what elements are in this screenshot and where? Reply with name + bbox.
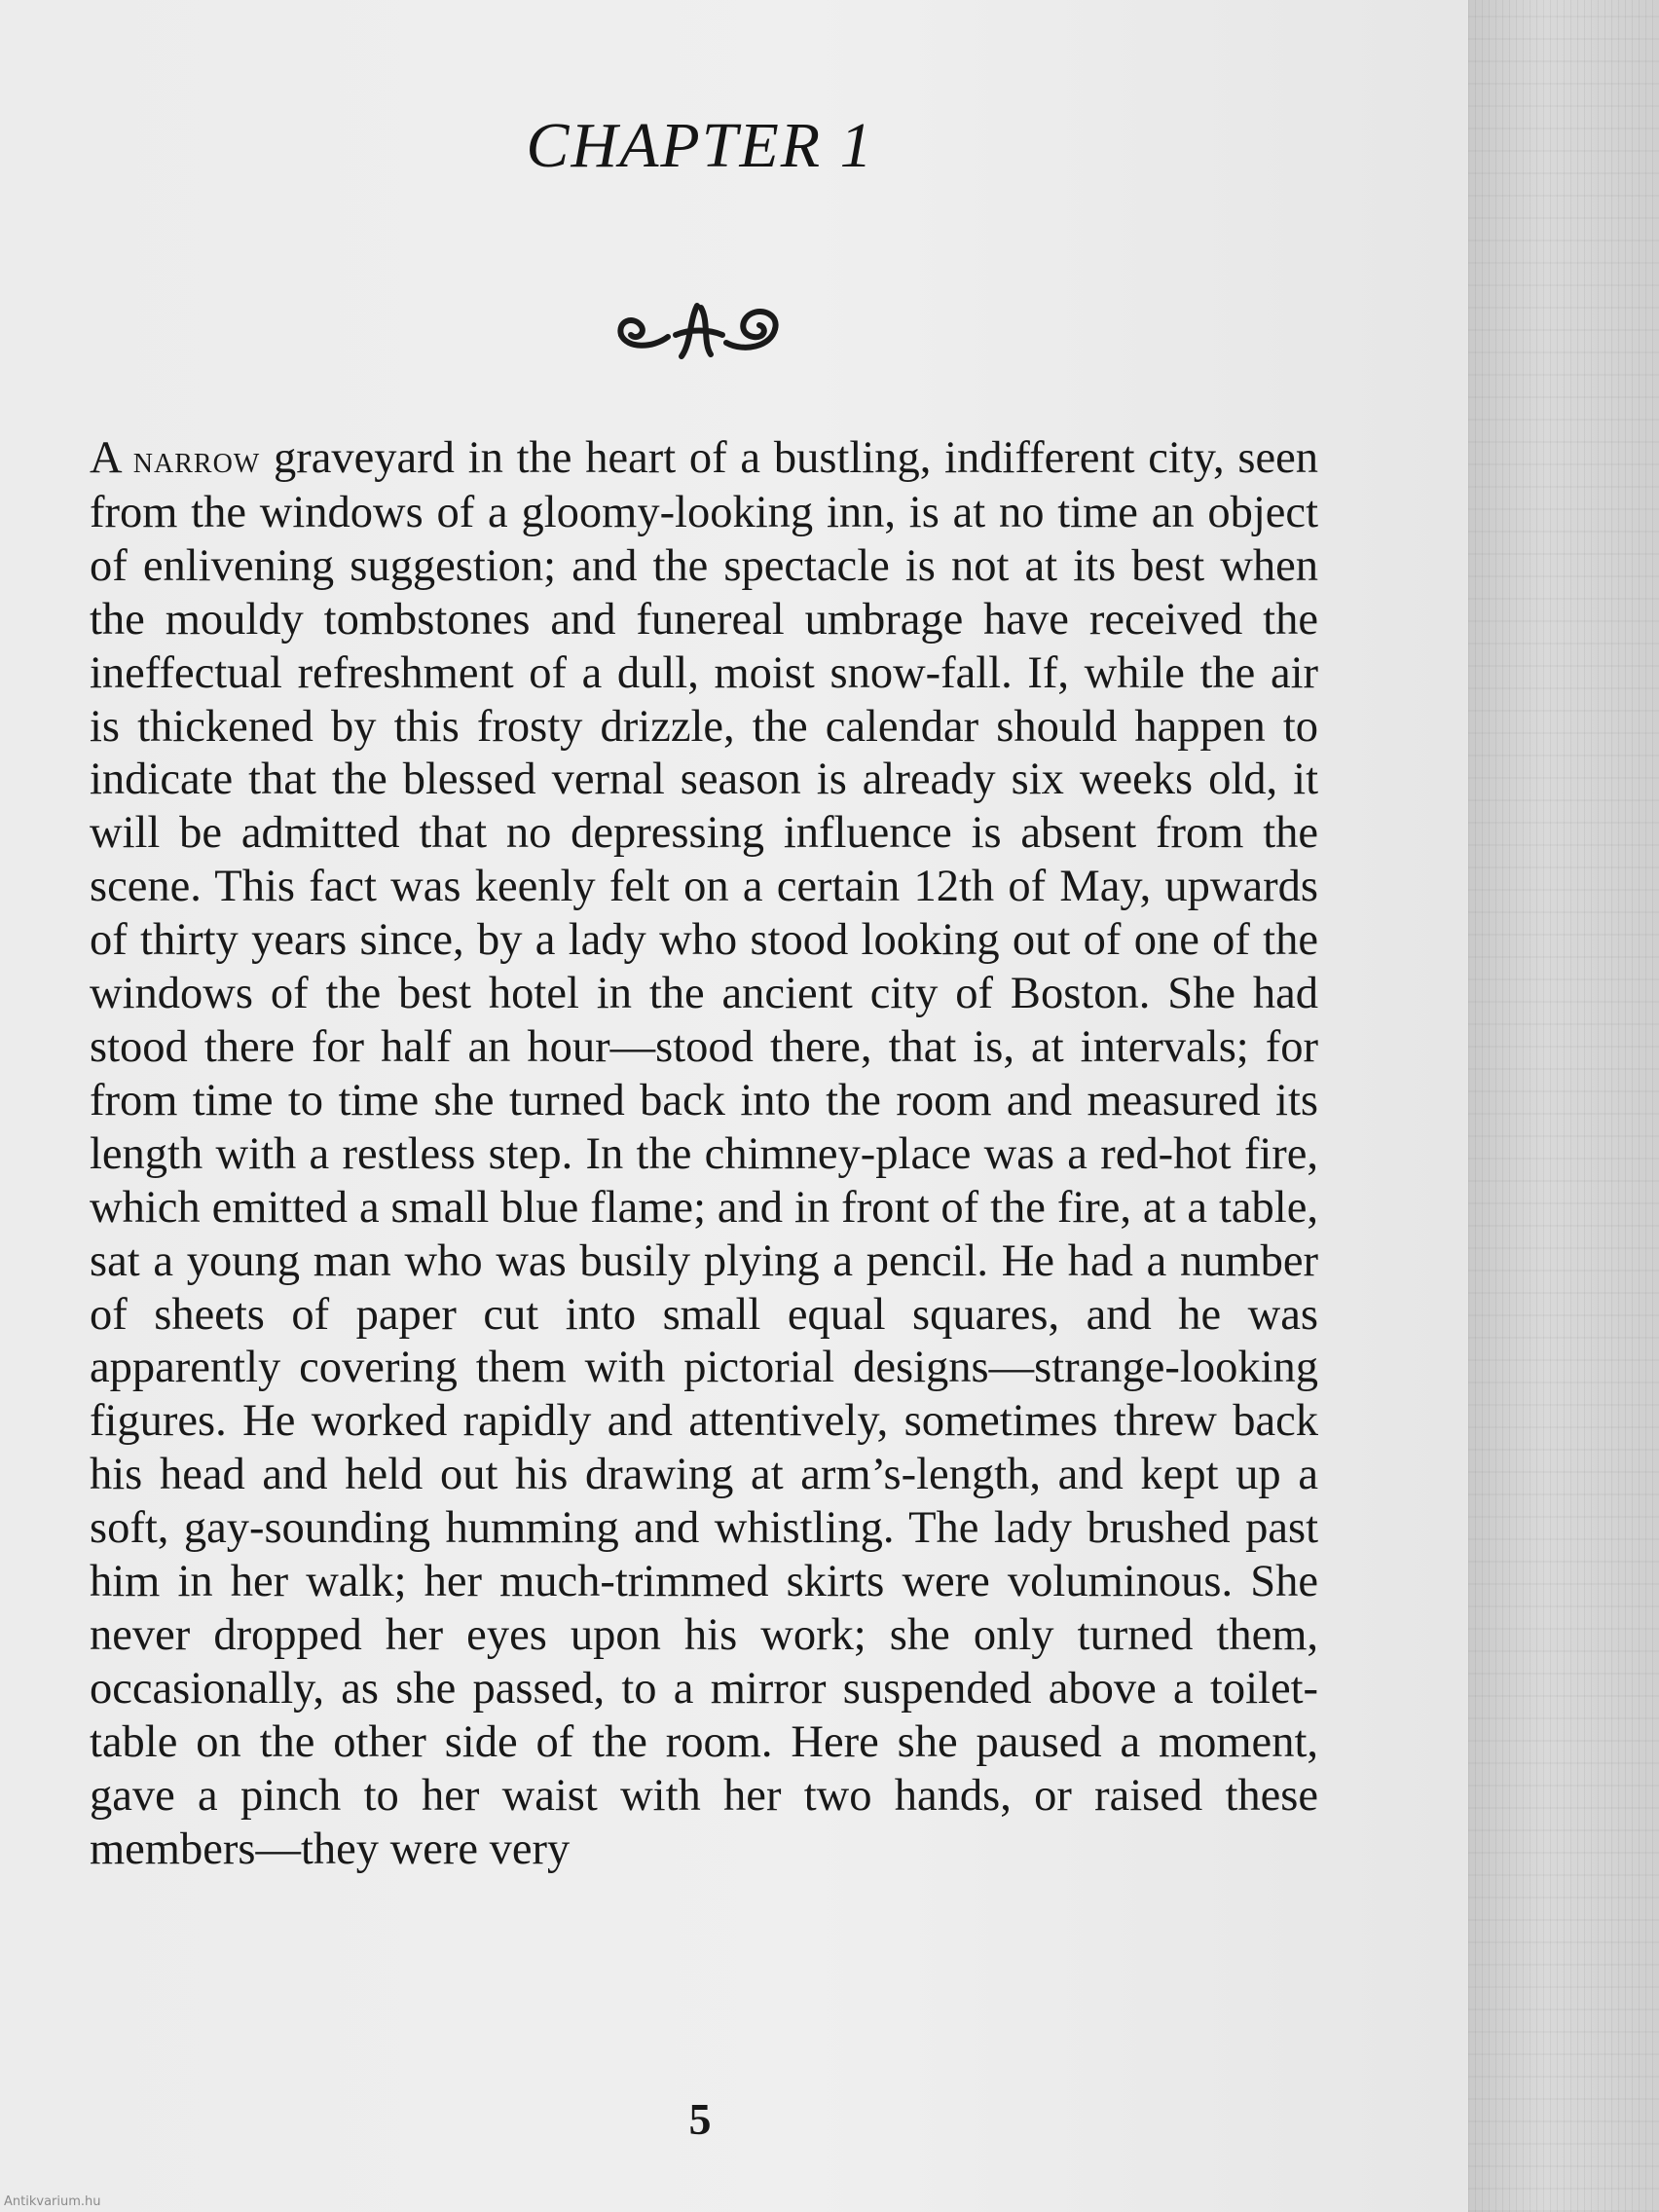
- page-number: 5: [688, 2094, 712, 2144]
- chapter-body-text: [90, 432, 1318, 1876]
- lead-word: narrow: [132, 437, 261, 481]
- initial-letter: A: [90, 433, 121, 483]
- adjacent-page-edge: [1468, 0, 1659, 2212]
- scroll-flourish-ornament-icon: [608, 292, 789, 366]
- watermark-text: Antikvarium.hu: [4, 2194, 101, 2209]
- body-paragraph: graveyard in the heart of a bustling, indifferent city, seen from the windows of a gloomy-looking inn, is at no time an object of enlivening suggestion; and the spectacle is not at its best when the mouldy tombstones and funereal umbrage have received the ineffectual refreshment of a dull, moist snow-fall. If, while the air is thickened by this frosty drizzle, the calendar should happen to indicate that the blessed vernal season is already six weeks old, it will be admitted that no depressing influence is absent from the scene. This fact was keenly felt on a certain 12th of May, upwards of thirty years since, by a lady who stood looking out of one of the windows of the best hotel in the ancient city of Boston. She had stood there for half an hour—stood there, that is, at intervals; for from time to time she turned back into the room and measured its length with a restless step. In the chimney-place was a red-hot fire, which emitted a small blue flame; and in front of the fire, at a table, sat a young man who was busily plying a pencil. He had a number of sheets of paper cut into small equal squares, and he was apparently covering them with pictorial designs—strange-looking figures. He worked rapidly and attentively, sometimes threw back his head and held out his drawing at arm’s-length, and kept up a soft, gay-sounding humming and whistling. The lady brushed past him in her walk; her much-trimmed skirts were voluminous. She never dropped her eyes upon his work; she only turned them, occasionally, as she passed, to a mirror suspended above a toilet-table on the other side of the room. Here she paused a moment, gave a pinch to her waist with her two hands, or raised these members—they were very: [90, 433, 1319, 1874]
- chapter-title: CHAPTER 1: [526, 110, 874, 181]
